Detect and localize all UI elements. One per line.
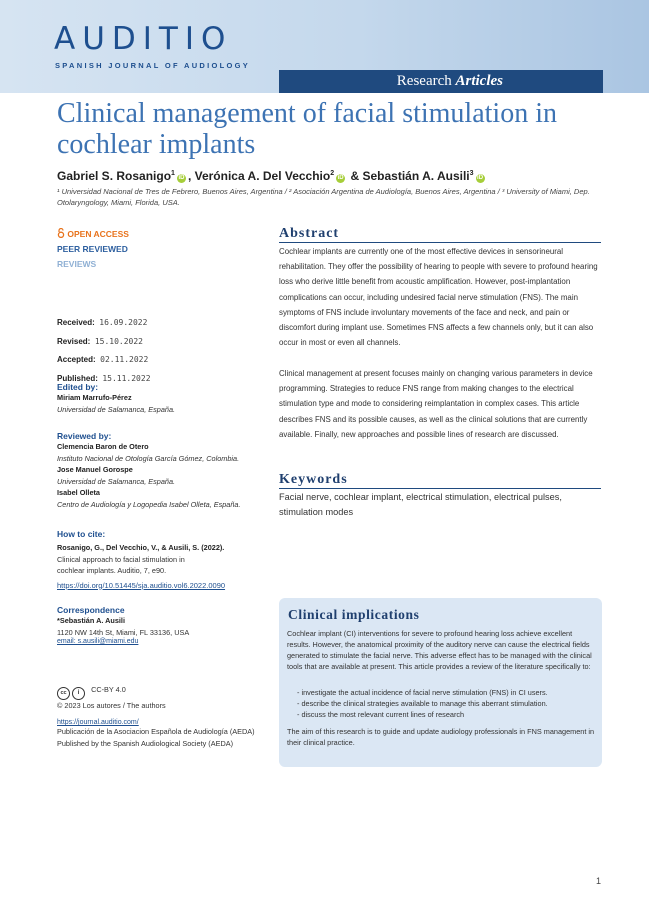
open-lock-icon — [57, 228, 65, 238]
received-date: Received: 16.09.2022 — [57, 318, 148, 327]
journal-logo: AUDITIO — [54, 21, 233, 57]
journal-tagline: SPANISH JOURNAL OF AUDIOLOGY — [55, 61, 251, 70]
journal-url-link[interactable]: https://journal.auditio.com/ — [57, 719, 139, 726]
correspondence: Correspondence *Sebastián A. Ausili 1120 NW 14th St, Miami, FL 33136, USA email: s.ausili@miami.edu — [57, 605, 267, 645]
revised-date: Revised: 15.10.2022 — [57, 336, 143, 346]
clinical-implications-box — [279, 598, 602, 767]
reviews-link[interactable]: REVIEWS — [57, 259, 97, 269]
section-bar — [279, 70, 603, 93]
author-3: Sebastián A. Ausili — [362, 169, 470, 183]
orcid-icon[interactable]: iD — [178, 175, 185, 181]
implications-paragraph-2: The aim of this research is to guide and update audiology professionals in FNS management in their clinical practice. — [287, 727, 595, 747]
cc-icon: cc — [57, 687, 70, 700]
license-line: cc i CC-BY 4.0 — [57, 684, 267, 700]
peer-reviewed-badge: PEER REVIEWED — [57, 244, 128, 254]
section-label: Research Articles — [396, 73, 503, 89]
list-item: - describe the clinical strategies available to manage this aberrant stimulation. — [297, 699, 548, 708]
list-item: - discuss the most relevant current lines of research — [297, 710, 465, 719]
list-item: - investigate the actual incidence of facial nerve stimulation (FNS) in CI users. — [297, 688, 548, 697]
dates — [57, 313, 267, 387]
edited-by: Edited by: Miriam Marrufo-Pérez Universidad de Salamanca, España. — [57, 382, 176, 414]
keywords-text: Facial nerve, cochlear implant, electrical stimulation, electrical pulses, stimulation modes — [279, 492, 562, 517]
journal-header — [0, 0, 649, 93]
how-to-cite: How to cite: Rosanigo, G., Del Vecchio, V., & Ausili, S. (2022). Clinical approach to facial stimulation in cochlear implants. Auditio, 7, e90. https://doi.org/10.51445/sja.auditio.vol6.2022.0090 — [57, 529, 267, 590]
orcid-icon[interactable]: iD — [477, 175, 484, 181]
affiliations: ¹ Universidad Nacional de Tres de Febrero, Buenos Aires, Argentina / ² Asociación Argentina de Audiología, Buenos Aires, Argentina / ³ University of Miami, Dep. Otolaryngology, Miami, Florida, USA. — [57, 187, 590, 207]
published-date: Published: 15.11.2022 — [57, 373, 151, 383]
license: cc i CC-BY 4.0 © 2023 Los autores / The authors — [57, 684, 267, 712]
keywords-heading: Keywords — [279, 472, 601, 489]
doi-link[interactable]: https://doi.org/10.51445/sja.auditio.vol6.2022.0090 — [57, 580, 226, 590]
open-access-badge: OPEN ACCESS — [57, 227, 267, 242]
abstract-paragraph-1: Cochlear implants are currently one of the most effective devices in sensorineural rehabilitation. They offer the possibility of hearing to people with severe to profound hearing loss who derive little benefit from acoustic amplification. However, post-implantation complications can occur, including undesired facial nerve stimulation (FNS). The main symptoms of FNS include involuntary movements of the face and neck, and pain or discomfort during implant use. Sometimes FNS affects a few channels only, but it can also occur in most or even all channels. — [279, 247, 598, 348]
author-2: Verónica A. Del Vecchio — [194, 169, 331, 183]
orcid-icon[interactable]: iD — [337, 175, 344, 181]
by-icon: i — [72, 687, 85, 700]
author-line: Gabriel S. Rosanigo$^1$iD , Verónica A. Del Vecchio$^2$iD & Sebastián A. Ausili$^3$iD — [57, 169, 484, 183]
implications-heading: Clinical implications — [288, 607, 420, 622]
email-link[interactable]: email: s.ausili@miami.edu — [57, 638, 139, 645]
publisher: https://journal.auditio.com/ Publicación de la Asociacion Española de Audiología (AEDA) Published by the Spanish Audiological Society (AEDA) — [57, 719, 267, 749]
access-tags — [57, 227, 267, 272]
author-1: Gabriel S. Rosanigo — [57, 169, 172, 183]
accepted-date: Accepted: 02.11.2022 — [57, 355, 149, 364]
reviewed-by: Reviewed by: Clemencia Baron de Otero Instituto Nacional de Otología García Gómez, Colombia. Jose Manuel Gorospe Universidad de Salamanca, España. Isabel Olleta Centro de Audiología y Logopedia Isabel Olleta, España. — [57, 431, 241, 509]
implications-bullets — [297, 687, 607, 720]
implications-paragraph-1: Cochlear implant (CI) interventions for severe to profound hearing loss achieve excellent results. However, the anatomical proximity of the auditory nerve can cause the electrical fields generated to stimulate the facial nerve. This adverse effect has to be managed with the clinical tools that are available at present. This article provides a review of the literature specifically to: — [287, 629, 592, 671]
page-number: 1 — [596, 876, 602, 886]
abstract-paragraph-2: Clinical management at present focuses mainly on changing various parameters in device programming. Strategies to reduce FNS range from making changes to the electrical stimulation type and mode to considering reimplantation in complex cases. This article describes FNS and its possible causes, as well as the clinical solutions that are currently available. Finally, new approaches and possible lines of research are discussed. — [279, 369, 593, 439]
abstract-heading: Abstract — [279, 226, 601, 243]
article-title: Clinical management of facial stimulation in cochlear implants — [57, 98, 557, 160]
